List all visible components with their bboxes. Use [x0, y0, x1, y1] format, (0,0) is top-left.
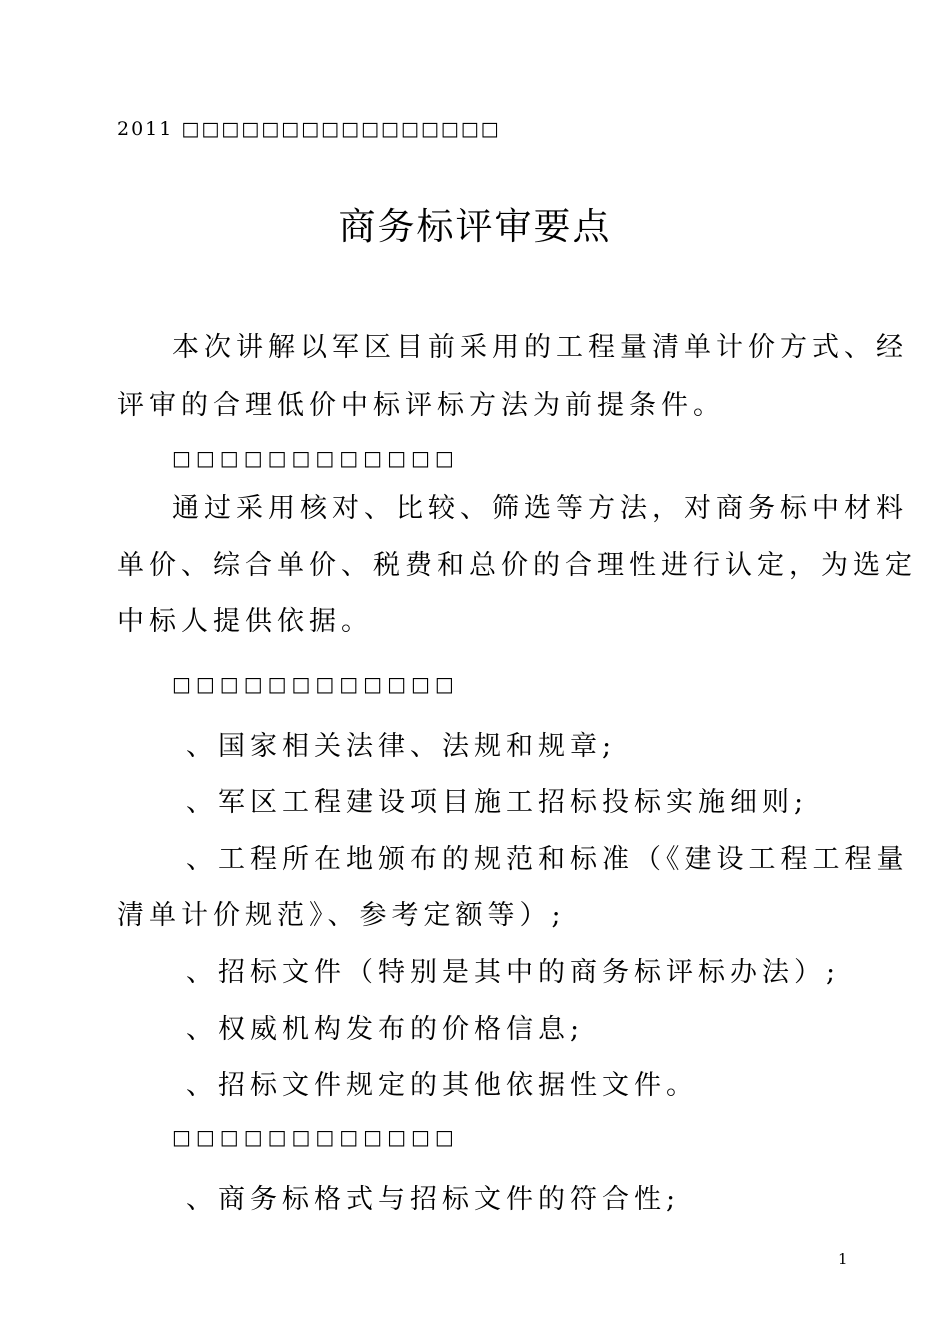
section-2-heading: □□□□□□□□□□□□ — [172, 672, 459, 696]
intro-line-1: 本次讲解以军区目前采用的工程量清单计价方式、经 — [172, 332, 908, 363]
section-1-line-2: 单价、综合单价、税费和总价的合理性进行认定，为选定 — [117, 550, 917, 581]
intro-line-2: 评审的合理低价中标评标方法为前提条件。 — [117, 390, 725, 421]
list-item: 、国家相关法律、法规和规章; — [186, 731, 617, 762]
list-item: 、招标文件规定的其他依据性文件。 — [186, 1070, 698, 1101]
section-1-heading: □□□□□□□□□□□□ — [172, 446, 459, 470]
list-item-continuation: 清单计价规范》、参考定额等）; — [117, 900, 566, 931]
list-item: 、商务标格式与招标文件的符合性; — [186, 1184, 681, 1215]
section-3-heading: □□□□□□□□□□□□ — [172, 1125, 459, 1149]
document-title: 商务标评审要点 — [338, 205, 612, 248]
list-item: 、招标文件（特别是其中的商务标评标办法）; — [186, 957, 841, 988]
document-header: 2011 □□□□□□□□□□□□□□□□ — [117, 118, 501, 140]
list-item: 、权威机构发布的价格信息; — [186, 1014, 585, 1045]
page-number: 1 — [838, 1250, 848, 1268]
section-1-line-3: 中标人提供依据。 — [117, 606, 373, 637]
list-item: 、工程所在地颁布的规范和标准（《建设工程工程量 — [186, 844, 909, 875]
list-item: 、军区工程建设项目施工招标投标实施细则; — [186, 787, 809, 818]
section-1-line-1: 通过采用核对、比较、筛选等方法，对商务标中材料 — [172, 493, 908, 524]
